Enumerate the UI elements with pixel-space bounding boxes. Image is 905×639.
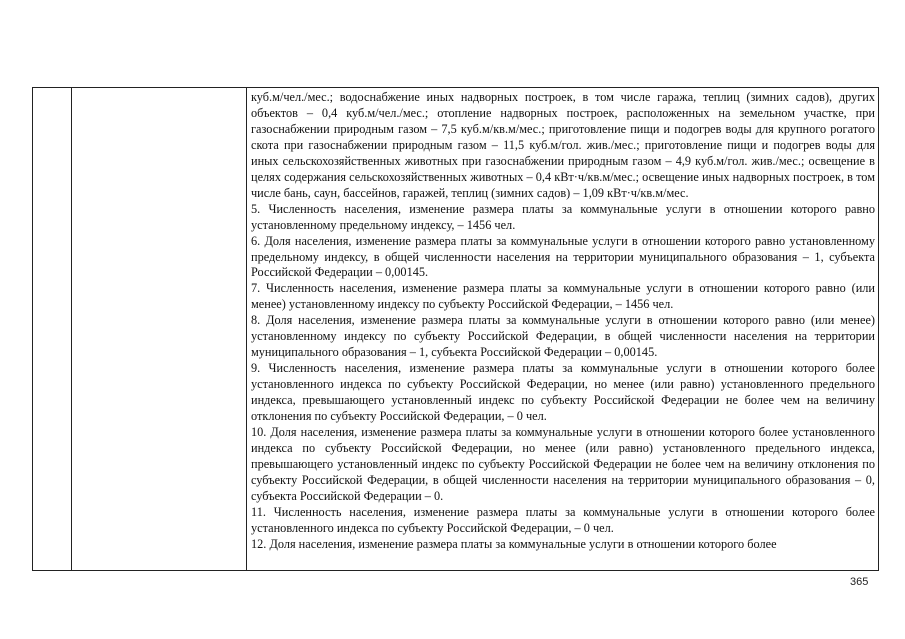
paragraph-item-9: 9. Численность населения, изменение размера платы за коммунальные услуги в отношении которого более установленного индекса по субъекту Российской Федерации, но менее (или равно) установленного предельного индекса, превышающего установленный индекс по субъекту Российской Федерации не более чем на величину отклонения по субъекту Российской Федерации, – 0 чел.	[251, 361, 875, 424]
table-cell-number	[33, 88, 72, 571]
paragraph-item-5: 5. Численность населения, изменение размера платы за коммунальные услуги в отношении которого равно установленному предельному индексу, – 1456 чел.	[251, 201, 875, 232]
table-cell-name	[72, 88, 247, 571]
paragraph-continuation: куб.м/чел./мес.; водоснабжение иных надворных построек, в том числе гаража, теплиц (зимних садов), других объектов – 0,4 куб.м/чел./мес.; отопление надворных построек, расположенных на земельном участке, при газоснабжении природным газом – 7,5 куб.м/кв.м/мес.; приготовление пищи и подогрев воды для крупного рогатого скота при газоснабжении природным газом – 11,5 куб.м/гол. жив./мес.; приготовление пищи и подогрев воды для иных сельскохозяйственных животных при газоснабжении природным газом – 4,9 куб.м/гол. жив./мес.; освещение в целях содержания сельскохозяйственных животных – 0,4 кВт·ч/кв.м/мес.; освещение иных надворных построек, в том числе бань, саун, бассейнов, гаражей, теплиц (зимних садов) – 1,09 кВт·ч/кв.м/мес.	[251, 90, 875, 200]
page-number: 365	[850, 576, 869, 588]
paragraph-item-12: 12. Доля населения, изменение размера платы за коммунальные услуги в отношении которого более	[251, 536, 777, 551]
paragraph-item-7: 7. Численность населения, изменение размера платы за коммунальные услуги в отношении которого равно (или менее) установленному индексу по субъекту Российской Федерации, – 1456 чел.	[251, 281, 875, 312]
table-cell-content	[247, 88, 879, 571]
paragraph-item-8: 8. Доля населения, изменение размера платы за коммунальные услуги в отношении которого равно (или менее) установленному индексу по субъекту Российской Федерации, в общей численности населения на территории муниципального образования – 1, субъекта Российской Федерации – 0,00145.	[251, 313, 875, 360]
paragraph-item-11: 11. Численность населения, изменение размера платы за коммунальные услуги в отношении которого более установленного индекса по субъекту Российской Федерации, – 0 чел.	[251, 504, 875, 535]
paragraph-item-6: 6. Доля населения, изменение размера платы за коммунальные услуги в отношении которого равно установленному предельному индексу, в общей численности населения на территории муниципального образования – 1, субъекта Российской Федерации – 0,00145.	[251, 233, 875, 280]
document-table	[32, 87, 879, 571]
cell-text	[251, 90, 875, 570]
table-row	[33, 88, 879, 571]
paragraph-item-10: 10. Доля населения, изменение размера платы за коммунальные услуги в отношении которого более установленного индекса по субъекту Российской Федерации, но менее (или равно) установленного предельного индекса, превышающего установленный индекс по субъекту Российской Федерации не более чем на величину отклонения по субъекту Российской Федерации, в общей численности населения на территории муниципального образования – 0, субъекта Российской Федерации – 0.	[251, 425, 875, 503]
